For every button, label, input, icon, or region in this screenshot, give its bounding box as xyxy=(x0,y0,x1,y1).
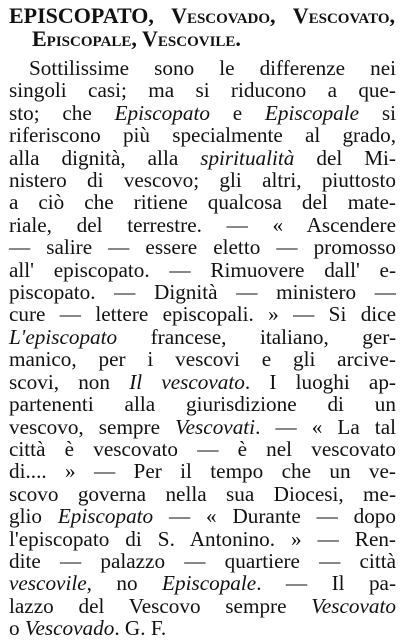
body-line-21: glio Episcopato — « Durante — dopo xyxy=(9,504,396,529)
body-line-12: cure — lettere episcopali. » — Si dice xyxy=(9,302,396,327)
entry-heading xyxy=(9,4,395,50)
body-line-15: scovi, non Il vescovato. I luoghi ap- xyxy=(9,369,396,394)
body-line-7: a ciò che ritiene qualcosa del mate- xyxy=(9,190,396,215)
body-line-26: o Vescovado. G. F. xyxy=(9,616,167,640)
body-line-22: l'episcopato di S. Antonino. » — Ren- xyxy=(9,526,396,551)
heading-line-2 xyxy=(9,27,395,50)
body-line-19: di.... » — Per il tempo che un ve- xyxy=(9,459,396,484)
heading-line-1 xyxy=(9,4,395,27)
entry-body xyxy=(9,57,396,640)
body-line-16: partenenti alla giurisdizione di un xyxy=(9,392,396,417)
body-line-14: manico, per i vescovi e gli arcive- xyxy=(9,347,396,372)
body-line-24: vescovile, no Episcopale. — Il pa- xyxy=(9,571,397,596)
body-line-23: dite — palazzo — quartiere — città xyxy=(9,548,396,573)
body-line-6: nistero di vescovo; gli altri, piuttosto xyxy=(9,168,396,193)
heading-line-2-text: Episcopale, Vescovile. xyxy=(32,26,241,51)
body-line-25: lazzo del Vescovo sempre Vescovato xyxy=(9,593,396,618)
body-line-2: singoli casi; ma si riducono a que- xyxy=(9,78,396,103)
body-line-13: L'episcopato francese, italiano, ger- xyxy=(9,324,396,349)
body-line-4: riferiscono più specialmente al grado, xyxy=(9,123,396,148)
body-line-11: piscopato. — Dignità — ministero — xyxy=(9,280,396,305)
body-line-8: riale, del terrestre. — « Ascendere xyxy=(9,212,396,237)
body-line-18: città è vescovato — è nel vescovato xyxy=(9,436,396,461)
body-line-5: alla dignità, alla spiritualità del Mi- xyxy=(9,145,396,170)
body-line-20: scovo governa nella sua Diocesi, me- xyxy=(9,481,396,506)
body-line-1: Sottilissime sono le differenze nei xyxy=(29,56,396,80)
body-line-10: all' episcopato. — Rimuovere dall' e- xyxy=(9,257,396,282)
body-line-17: vescovo, sempre Vescovati. — « La tal xyxy=(9,414,396,439)
body-line-3: sto; che Episcopato e Episcopale si xyxy=(9,100,396,125)
body-line-9: — salire — essere eletto — promosso xyxy=(9,235,396,260)
heading-line-1-text: EPISCOPATO, Vescovado, Vescovato, xyxy=(9,3,395,28)
